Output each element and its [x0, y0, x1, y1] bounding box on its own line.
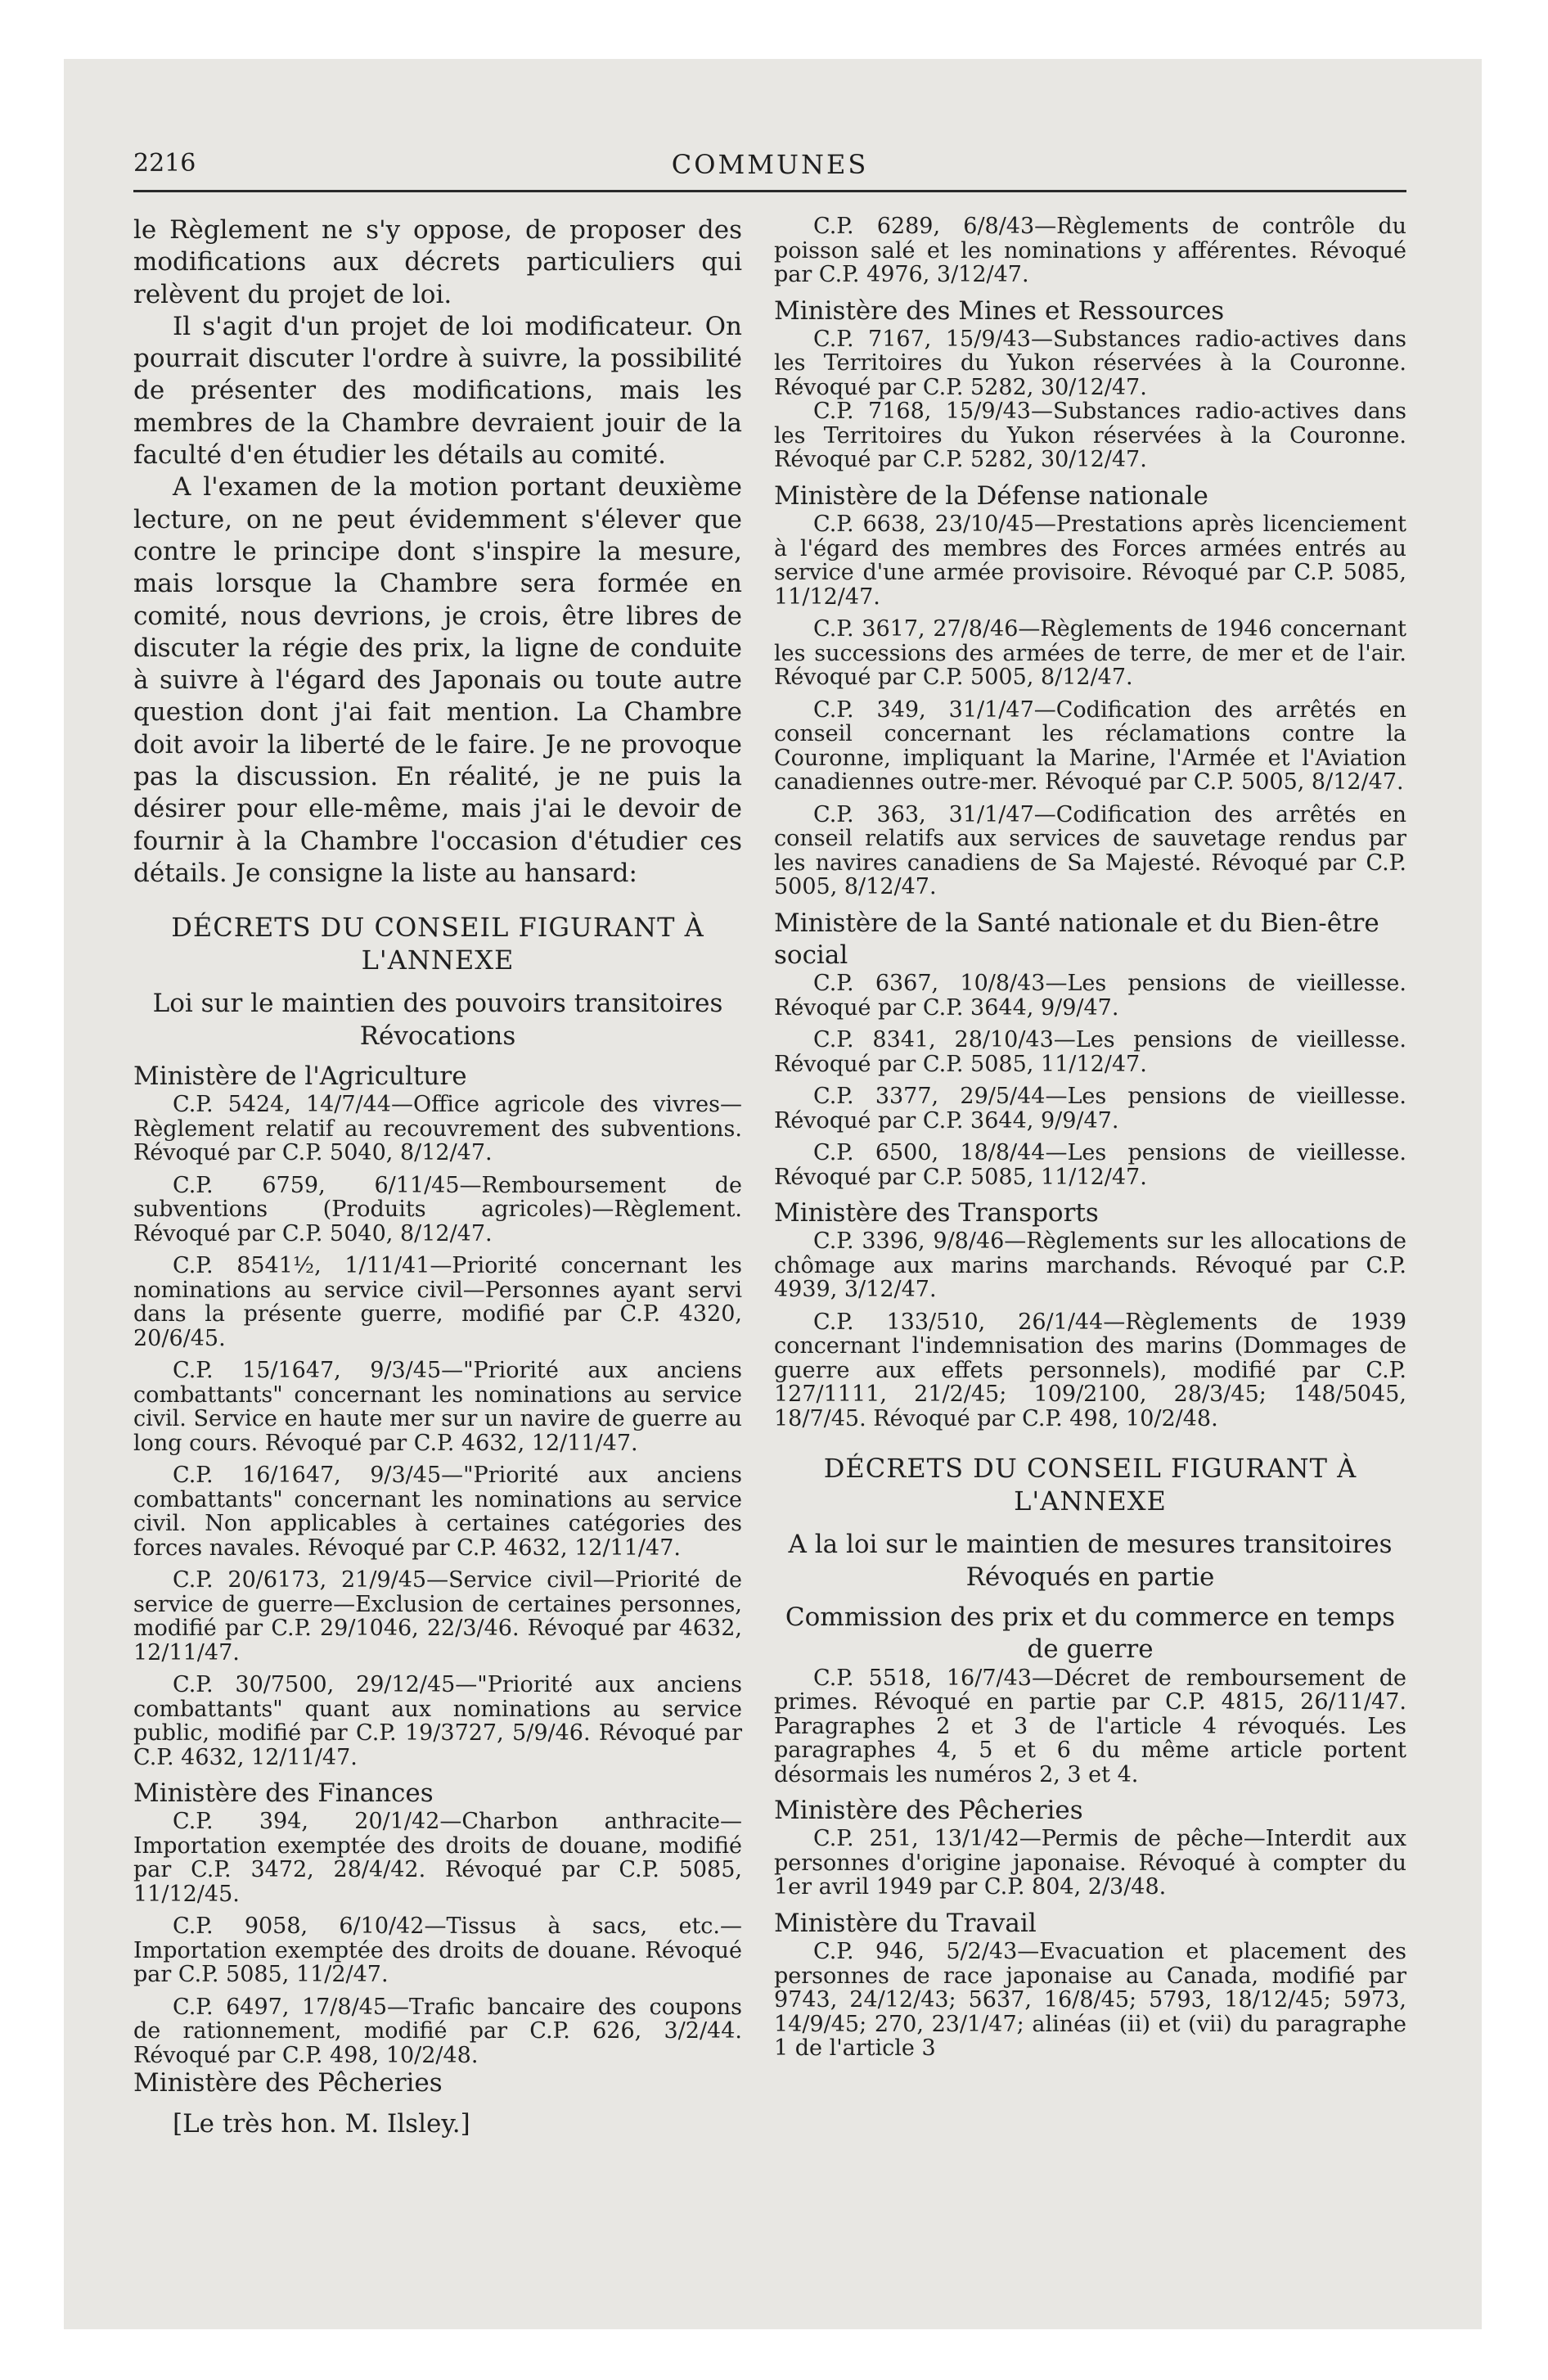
decree-item: C.P. 6367, 10/8/43—Les pensions de vieillesse. Révoqué par C.P. 3644, 9/9/47. — [774, 971, 1406, 1021]
decree-item: C.P. 3396, 9/8/46—Règlements sur les allocations de chômage aux marins marchands. Révoqué par C.P. 4939, 3/12/47. — [774, 1228, 1406, 1303]
decree-item: C.P. 6289, 6/8/43—Règlements de contrôle du poisson salé et les nominations y afférentes. Révoqué par C.P. 4976, 3/12/47. — [774, 214, 1406, 287]
page-number: 2216 — [133, 149, 196, 178]
ministry-heading: Ministère du Travail — [774, 1908, 1037, 1938]
act-title: A la loi sur le maintien de mesures transitoires — [788, 1530, 1393, 1560]
ministry-heading: Ministère des Transports — [774, 1198, 1099, 1228]
decree-item: C.P. 30/7500, 29/12/45—"Priorité aux anciens combattants" quant aux nominations au service public, modifié par C.P. 19/3727, 5/9/46. Révoqué par C.P. 4632, 12/11/47. — [133, 1672, 742, 1770]
decree-item: C.P. 6500, 18/8/44—Les pensions de vieillesse. Révoqué par C.P. 5085, 11/12/47. — [774, 1140, 1406, 1190]
decree-item: C.P. 9058, 6/10/42—Tissus à sacs, etc.—Importation exemptée des droits de douane. Révoqué par C.P. 5085, 11/2/47. — [133, 1913, 742, 1988]
decree-item: C.P. 394, 20/1/42—Charbon anthracite—Importation exemptée des droits de douane, modifié par C.P. 3472, 28/4/42. Révoqué par C.P. 5085, 11/12/45. — [133, 1809, 742, 1907]
decree-item: C.P. 20/6173, 21/9/45—Service civil—Priorité de service de guerre—Exclusion de certaines personnes, modifié par C.P. 29/1046, 22/3/46. Révoqué par 4632, 12/11/47. — [133, 1567, 742, 1666]
ministry-heading: Ministère des Mines et Ressources — [774, 295, 1225, 326]
decree-item: C.P. 133/510, 26/1/44—Règlements de 1939 concernant l'indemnisation des marins (Dommages de guerre aux effets personnels), modifié par C.P. 127/1111, 21/2/45; 109/2100, 28/3/45; 148/5045, 18/7/45. Révoqué par C.P. 498, 10/2/48. — [774, 1309, 1406, 1431]
decree-item: C.P. 5518, 16/7/43—Décret de remboursement de primes. Révoqué en partie par C.P. 4815, 26/11/47. Paragraphes 2 et 3 de l'article 4 révoqués. Les paragraphes 4, 5 et 6 du même article portent désormais les numéros 2, 3 et 4. — [774, 1665, 1406, 1787]
decree-item: C.P. 363, 31/1/47—Codification des arrêtés en conseil relatifs aux services de sauvetage rendus par les navires canadiens de Sa Majesté. Révoqué par C.P. 5005, 8/12/47. — [774, 801, 1406, 900]
decree-item: C.P. 8341, 28/10/43—Les pensions de vieillesse. Révoqué par C.P. 5085, 11/12/47. — [774, 1027, 1406, 1077]
ministry-heading: Ministère des Pêcheries — [133, 2068, 443, 2098]
decree-item: C.P. 3617, 27/8/46—Règlements de 1946 concernant les successions des armées de terre, de mer et de l'air. Révoqué par C.P. 5005, 8/12/47. — [774, 616, 1406, 691]
decree-item: C.P. 7167, 15/9/43—Substances radio-actives dans les Territoires du Yukon réservées à la Couronne. Révoqué par C.P. 5282, 30/12/47. — [774, 326, 1406, 400]
act-subtitle: Révocations — [359, 1021, 516, 1051]
decree-item: C.P. 15/1647, 9/3/45—"Priorité aux anciens combattants" concernant les nominations au service civil. Service en haute mer sur un navire de guerre au long cours. Révoqué par C.P. 4632, 12/11/47. — [133, 1358, 742, 1456]
running-title: COMMUNES — [671, 149, 869, 180]
decree-item: C.P. 6759, 6/11/45—Remboursement de subventions (Produits agricoles)—Règlement. Révoqué par C.P. 5040, 8/12/47. — [133, 1172, 742, 1246]
section-title: DÉCRETS DU CONSEIL FIGURANT À L'ANNEXE — [171, 912, 704, 976]
paragraph: A l'examen de la motion portant deuxième lecture, on ne peut évidemment s'élever que contre le principe dont s'inspire la mesure, mais lorsque la Chambre sera formée en comité, nous devrions, je crois, être libres de discuter la régie des prix, la ligne de conduite à suivre à l'égard des Japonais ou toute autre question dont j'ai fait mention. La Chambre doit avoir la liberté de le faire. Je ne provoque pas la discussion. En réalité, je ne puis la désirer pour elle-même, mais j'ai le devoir de fournir à la Chambre l'occasion d'étudier ces détails. Je consigne la liste au hansard: — [133, 472, 742, 888]
decree-item: C.P. 6638, 23/10/45—Prestations après licenciement à l'égard des membres des Forces armées entrés au service d'une armée provisoire. Révoqué par C.P. 5085, 11/12/47. — [774, 512, 1406, 610]
decree-item: C.P. 16/1647, 9/3/45—"Priorité aux anciens combattants" concernant les nominations au service civil. Non applicables à certaines catégories des forces navales. Révoqué par C.P. 4632, 12/11/47. — [133, 1463, 742, 1561]
decree-item: C.P. 8541½, 1/11/41—Priorité concernant les nominations au service civil—Personnes ayant servi dans la présente guerre, modifié par C.P. 4320, 20/6/45. — [133, 1253, 742, 1351]
act-subtitle: Révoqués en partie — [965, 1562, 1215, 1592]
ministry-heading: Ministère des Finances — [133, 1778, 434, 1809]
section-title: DÉCRETS DU CONSEIL FIGURANT À L'ANNEXE — [823, 1453, 1357, 1517]
decree-item: C.P. 251, 13/1/42—Permis de pêche—Interdit aux personnes d'origine japonaise. Révoqué à compter du 1er avril 1949 par C.P. 804, 2/3/48. — [774, 1826, 1406, 1900]
decree-item: C.P. 946, 5/2/43—Evacuation et placement des personnes de race japonaise au Canada, modifié par 9743, 24/12/43; 5637, 16/8/45; 5793, 18/12/45; 5973, 14/9/45; 270, 23/1/47; alinéas (ii) et (vii) du paragraphe 1 de l'article 3 — [774, 1939, 1406, 2062]
left-column — [133, 214, 742, 2140]
decree-item: C.P. 5424, 14/7/44—Office agricole des vivres—Règlement relatif au recouvrement des subventions. Révoqué par C.P. 5040, 8/12/47. — [133, 1092, 742, 1166]
ministry-heading: Ministère des Pêcheries — [774, 1796, 1083, 1826]
page-header — [133, 142, 1406, 192]
decree-item: C.P. 7168, 15/9/43—Substances radio-actives dans les Territoires du Yukon réservées à la Couronne. Révoqué par C.P. 5282, 30/12/47. — [774, 399, 1406, 473]
decree-item: C.P. 349, 31/1/47—Codification des arrêtés en conseil concernant les réclamations contre la Couronne, impliquant la Marine, l'Armée et l'Aviation canadiennes outre-mer. Révoqué par C.P. 5005, 8/12/47. — [774, 696, 1406, 796]
ministry-heading: Ministère de la Santé nationale et du Bien-être social — [774, 908, 1379, 970]
speaker-signature: [Le très hon. M. Ilsley.] — [173, 2108, 470, 2139]
ministry-heading: Ministère de l'Agriculture — [133, 1061, 467, 1091]
right-column — [774, 214, 1406, 2061]
commission-heading: Commission des prix et du commerce en temps de guerre — [785, 1602, 1396, 1665]
ministry-heading: Ministère de la Défense nationale — [774, 480, 1208, 511]
act-title: Loi sur le maintien des pouvoirs transitoires — [152, 989, 723, 1019]
paragraph: Il s'agit d'un projet de loi modificateur. On pourrait discuter l'ordre à suivre, la possibilité de présenter des modifications, mais les membres de la Chambre devraient jouir de la faculté d'en étudier les détails au comité. — [133, 311, 742, 471]
paragraph: le Règlement ne s'y oppose, de proposer des modifications aux décrets particuliers qui relèvent du projet de loi. — [133, 215, 742, 309]
decree-item: C.P. 3377, 29/5/44—Les pensions de vieillesse. Révoqué par C.P. 3644, 9/9/47. — [774, 1084, 1406, 1134]
decree-item: C.P. 6497, 17/8/45—Trafic bancaire des coupons de rationnement, modifié par C.P. 626, 3/2/44. Révoqué par C.P. 498, 10/2/48. — [133, 1994, 742, 2068]
